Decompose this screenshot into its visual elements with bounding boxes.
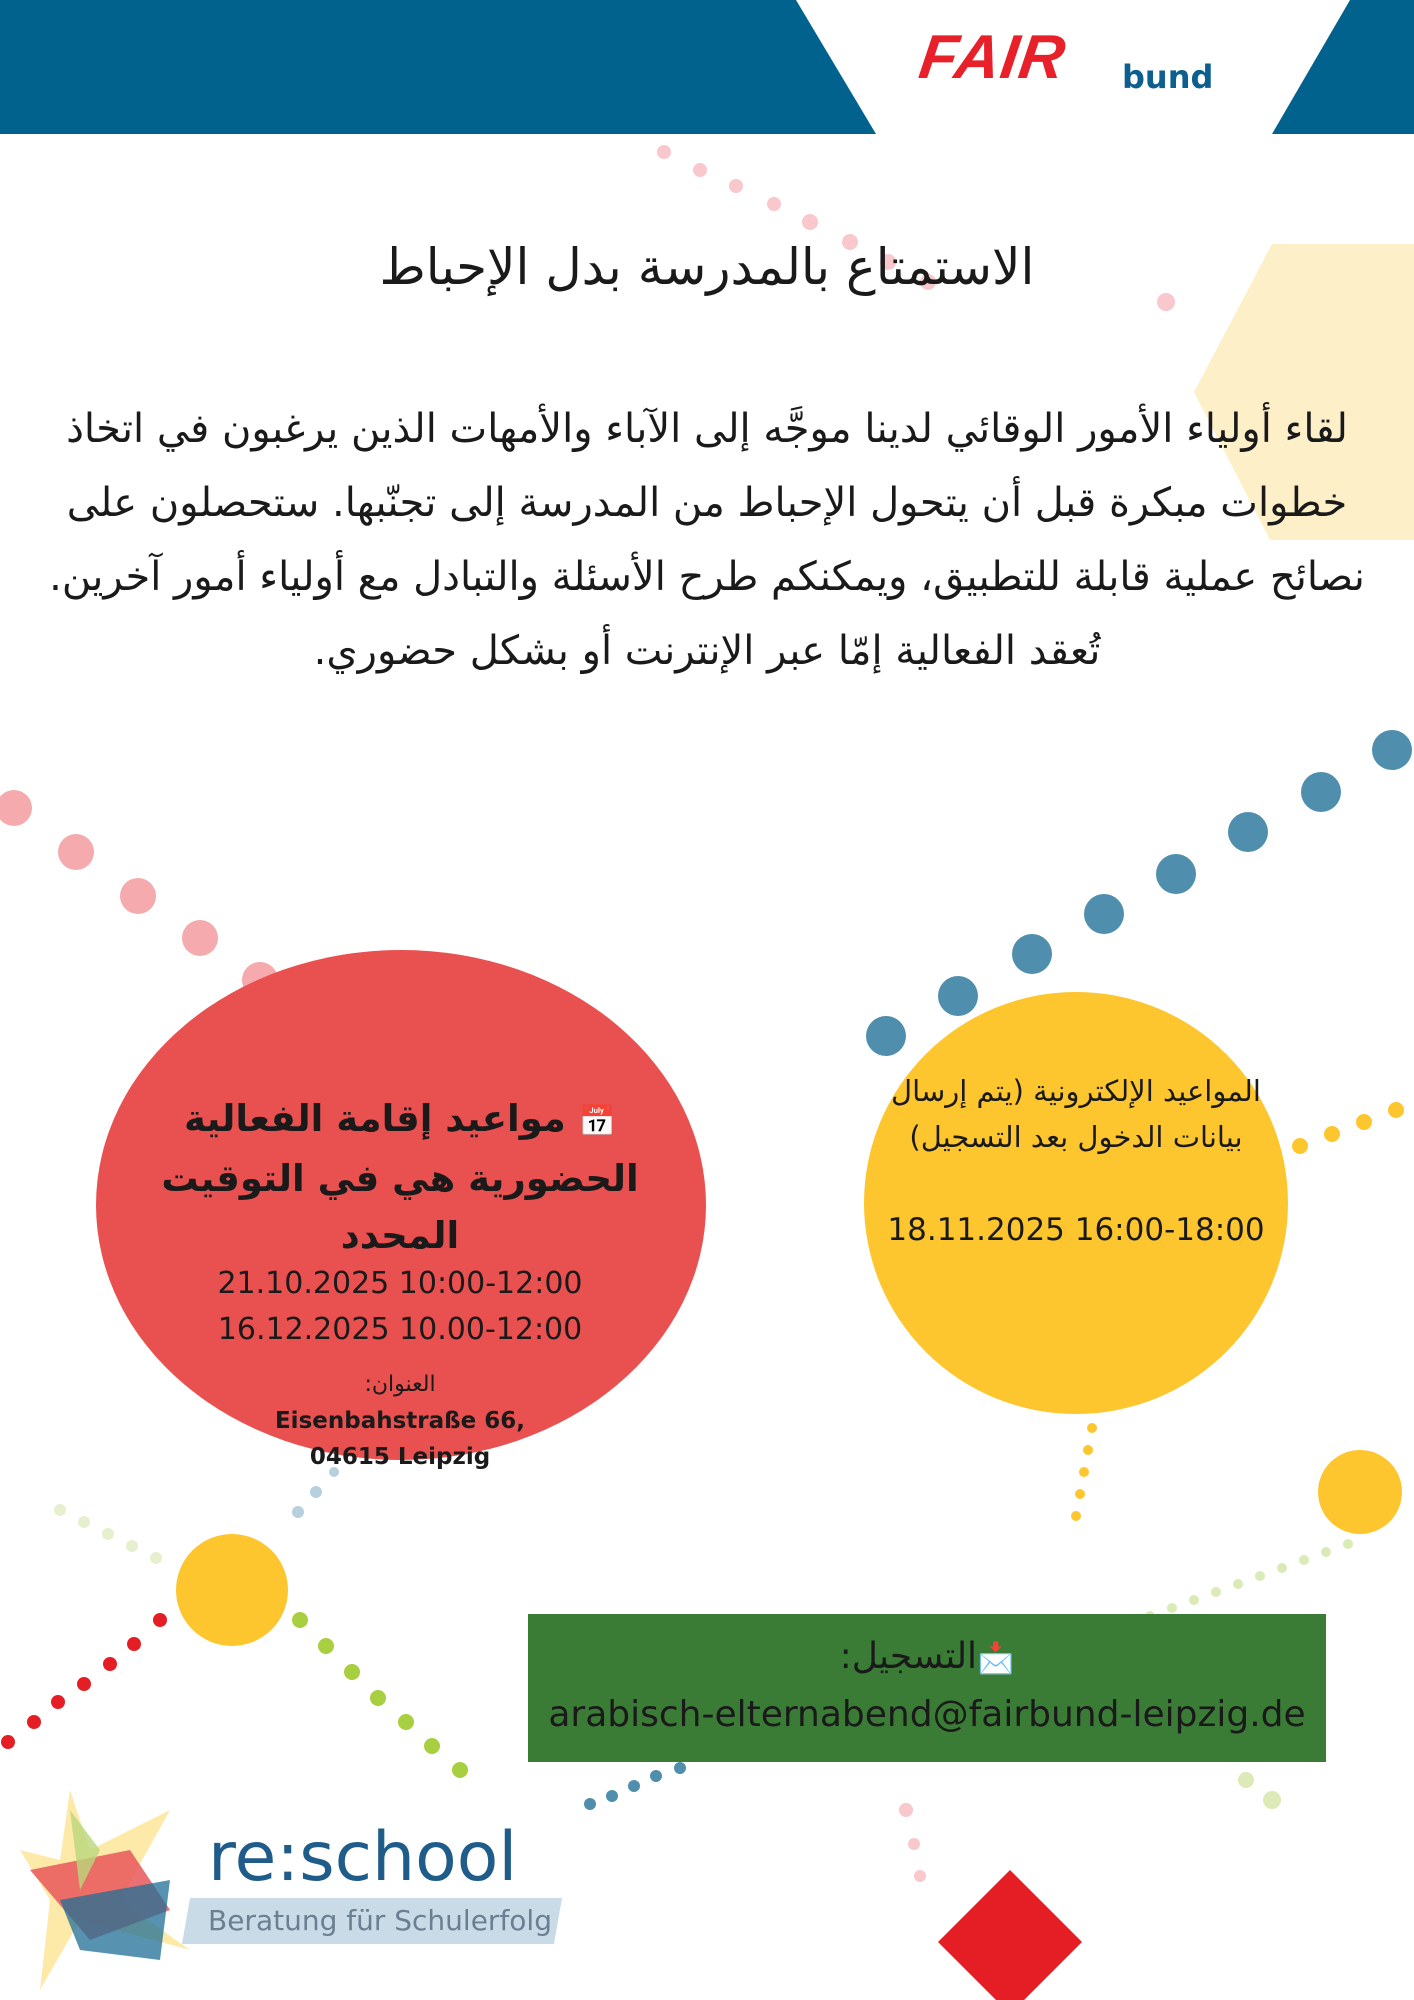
- registration-label-text: التسجيل:: [839, 1636, 978, 1677]
- intro-paragraph: لقاء أولياء الأمور الوقائي لدينا موجَّه إلى الآباء والأمهات الذين يرغبون في اتخاذ خطوات مبكرة قبل أن يتحول الإحباط من المدرسة إلى تجنّبها. ستحصلون على نصائح عملية قابلة للتطبيق، ويمكنكم طرح الأسئلة والتبادل مع أولياء أمور آخرين. تُعقد الفعالية إمّا عبر الإنترنت أو بشكل حضوري.: [49, 406, 1365, 674]
- online-circle: [864, 992, 1288, 1414]
- registration-email-link[interactable]: arabisch-elternabend@fairbund-leipzig.de: [548, 1694, 1306, 1735]
- in-person-heading-text: مواعيد إقامة الفعالية الحضورية هي في التوقيت المحدد: [161, 1097, 639, 1257]
- in-person-date-1: 21.10.2025 10:00-12:00: [217, 1266, 583, 1301]
- in-person-heading: [150, 1090, 650, 1264]
- address-label: العنوان:: [364, 1372, 436, 1397]
- online-description: المواعيد الإلكترونية (يتم إرسال بيانات الدخول بعد التسجيل): [891, 1074, 1261, 1154]
- calendar-icon: 📅: [578, 1104, 617, 1139]
- envelope-icon: 📩: [977, 1641, 1015, 1676]
- fairbund-logo-fair: FAIR: [915, 23, 1071, 92]
- online-date: 18.11.2025 16:00-18:00: [887, 1212, 1265, 1248]
- address-line-1: Eisenbahstraße 66,: [274, 1408, 526, 1434]
- reschool-logo-shape: [20, 1790, 200, 1990]
- address-line-2: 04615 Leipzig: [309, 1444, 491, 1470]
- in-person-date-2: 16.12.2025 10.00-12:00: [217, 1312, 583, 1347]
- registration-label: [528, 1636, 1326, 1677]
- page-title: الاستمتاع بالمدرسة بدل الإحباط: [379, 238, 1035, 296]
- reschool-name: re:school: [208, 1818, 518, 1897]
- fairbund-logo-bund: bund: [1122, 58, 1214, 96]
- reschool-tagline: Beratung für Schulerfolg: [208, 1904, 552, 1937]
